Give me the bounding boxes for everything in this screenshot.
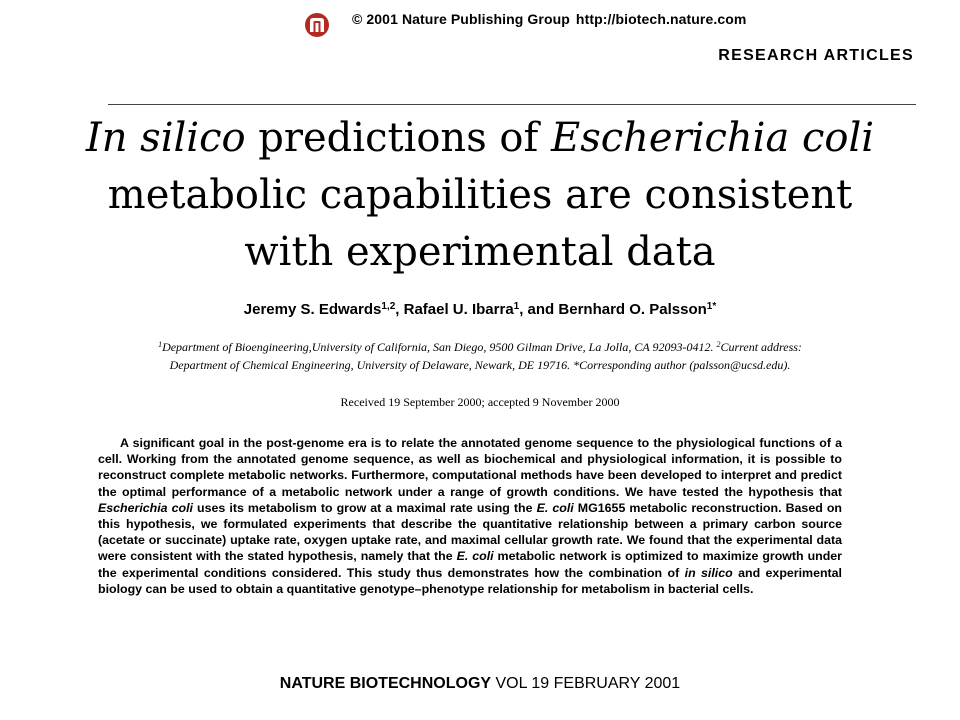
affiliation-mark: 2: [716, 340, 721, 349]
affiliation-line-2: Department of Chemical Engineering, University of Delaware, Newark, DE 19716. *Corresponding author (palsson@ucsd.edu).: [169, 358, 791, 372]
abstract-text: MG1655 metabolic reconstruction. Based on this hypothesis, we formulated experiments that describe the quantitative relationship between a primary carbon source (acetate or succinate) uptake rate, oxygen uptake rate, and maximal cellular growth rate. We found that the experimental data were consistent with the stated hypothesis, namely that the: [98, 500, 842, 564]
title-line-2: metabolic capabilities are consistent: [107, 172, 853, 218]
journal-name: NATURE BIOTECHNOLOGY: [279, 675, 492, 692]
title-line-1: [0, 110, 960, 167]
npg-logo: [304, 12, 330, 38]
author-affiliation-mark: 1*: [706, 301, 717, 312]
copyright-line: [352, 11, 746, 27]
title-italic-in-silico: In silico: [85, 115, 246, 161]
header-divider: [108, 104, 916, 105]
abstract-paragraph: [98, 435, 842, 597]
author-separator: ,: [395, 301, 404, 318]
abstract: [98, 435, 842, 597]
journal-issue: VOL 19 FEBRUARY 2001: [491, 675, 681, 692]
abstract-text: and experimental biology can be used to obtain a quantitative genotype–phenotype relationship for metabolism in bacterial cells.: [98, 565, 842, 596]
author-name: Rafael U. Ibarra: [403, 301, 514, 318]
journal-url[interactable]: http://biotech.nature.com: [575, 11, 747, 27]
section-label: RESEARCH ARTICLES: [718, 47, 914, 64]
author-name: Bernhard O. Palsson: [558, 301, 707, 318]
abstract-italic: E. coli: [456, 549, 494, 564]
affiliation-line-1: [90, 336, 870, 356]
abstract-text: metabolic network is optimized to maximize growth under the experimental conditions considered. This study thus demonstrates how the combination of: [98, 549, 842, 580]
journal-footer: [0, 675, 960, 693]
article-title: [0, 110, 960, 281]
affiliation-text: Current address:: [720, 340, 802, 354]
author-name: Jeremy S. Edwards: [243, 301, 382, 318]
received-dates: Received 19 September 2000; accepted 9 November 2000: [340, 395, 620, 409]
affiliations: [90, 336, 870, 374]
abstract-text: A significant goal in the post-genome era is to relate the annotated genome sequence to the physiological functions of a cell. Working from the annotated genome sequence, as well as biochemical and physiological information, it is possible to reconstruct complete metabolic networks. Furthermore, computational methods have been developed to interpret and predict the optimal performance of a metabolic network under a range of growth conditions. We have tested the hypothesis that: [98, 436, 842, 499]
abstract-italic: in silico: [684, 565, 733, 580]
title-italic-species: Escherichia coli: [551, 115, 875, 161]
author-separator: , and: [519, 301, 559, 318]
abstract-italic: E. coli: [536, 500, 574, 515]
author-list: [0, 301, 960, 318]
author-affiliation-mark: 1: [513, 301, 520, 312]
abstract-italic: Escherichia coli: [98, 500, 193, 515]
abstract-text: uses its metabolism to grow at a maximal rate using the: [192, 500, 537, 515]
title-line-3: with experimental data: [244, 229, 716, 275]
copyright-text: © 2001 Nature Publishing Group: [352, 11, 570, 27]
title-text: predictions of: [245, 115, 552, 161]
affiliation-mark: 1: [158, 340, 163, 349]
affiliation-text: Department of Bioengineering,University of California, San Diego, 9500 Gilman Drive, La Jolla, CA 92093-0412.: [162, 340, 717, 354]
author-affiliation-mark: 1,2: [381, 301, 396, 312]
